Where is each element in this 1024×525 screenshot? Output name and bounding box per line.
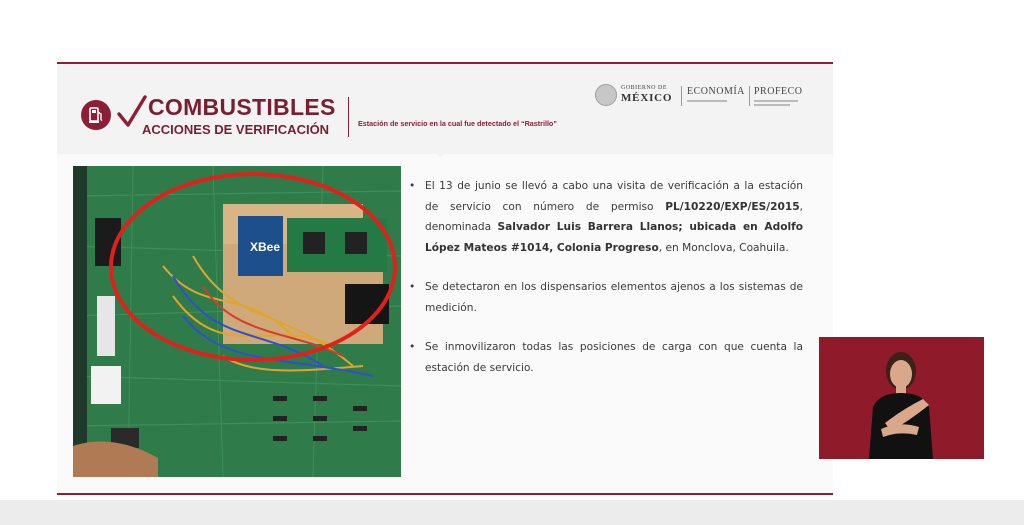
bullet-marker: • <box>409 180 416 192</box>
interpreter-image <box>819 337 984 459</box>
sign-language-interpreter <box>819 337 984 459</box>
economia-logo: ECONOMÍA <box>687 86 745 97</box>
profeco-logo: PROFECO <box>754 86 803 97</box>
bullet-text: , en Monclova, Coahuila. <box>658 241 789 254</box>
xbee-module-label: XBee <box>250 240 281 254</box>
bullet-item <box>407 337 803 378</box>
bullet-text: Se inmovilizaron todas las posiciones de carga con que cuenta la estación de servicio. <box>425 341 803 374</box>
logo-divider <box>681 86 682 106</box>
circuit-board-photo <box>73 166 401 477</box>
slide-header <box>57 64 833 154</box>
economia-fine-print <box>687 100 727 102</box>
slide-title: COMBUSTIBLES <box>148 94 336 120</box>
video-bottom-bar <box>0 500 1024 525</box>
circuit-board-image <box>73 166 401 477</box>
station-name-address: Salvador Luis Barrera Llanos; ubicada en Adolfo López Mateos #1014, Colonia Progreso <box>425 221 803 254</box>
bullet-marker: • <box>409 281 416 293</box>
photo-caption: Estación de servicio en la cual fue detectado el “Rastrillo” <box>358 119 557 128</box>
gobierno-de-label: GOBIERNO DE <box>621 85 667 91</box>
bullet-text: Se detectaron en los dispensarios elementos ajenos a los sistemas de medición. <box>425 281 803 314</box>
slide-subtitle: ACCIONES DE VERIFICACIÓN <box>142 122 330 137</box>
header-notch <box>435 152 447 158</box>
fuel-pump-icon <box>81 100 111 130</box>
profeco-fine-print <box>754 104 790 106</box>
national-seal-icon <box>595 84 617 106</box>
profeco-fine-print <box>754 100 798 102</box>
bullet-item <box>407 277 803 318</box>
fuel-pump-glyph <box>88 106 104 124</box>
bullet-item <box>407 176 803 258</box>
bullet-list <box>407 176 803 397</box>
government-logos <box>595 82 810 112</box>
logo-divider <box>749 86 750 106</box>
bullet-marker: • <box>409 341 416 353</box>
permit-number: PL/10220/EXP/ES/2015 <box>665 200 800 213</box>
mexico-label: MÉXICO <box>621 92 673 104</box>
header-divider <box>348 97 349 137</box>
presentation-slide <box>57 62 833 496</box>
bottom-rule <box>57 493 833 495</box>
bullet-text: El 13 de junio se llevó a cabo una visita de verificación a la estación de servicio con número de permiso <box>425 180 803 213</box>
bullet-text: , denominada <box>425 200 803 233</box>
